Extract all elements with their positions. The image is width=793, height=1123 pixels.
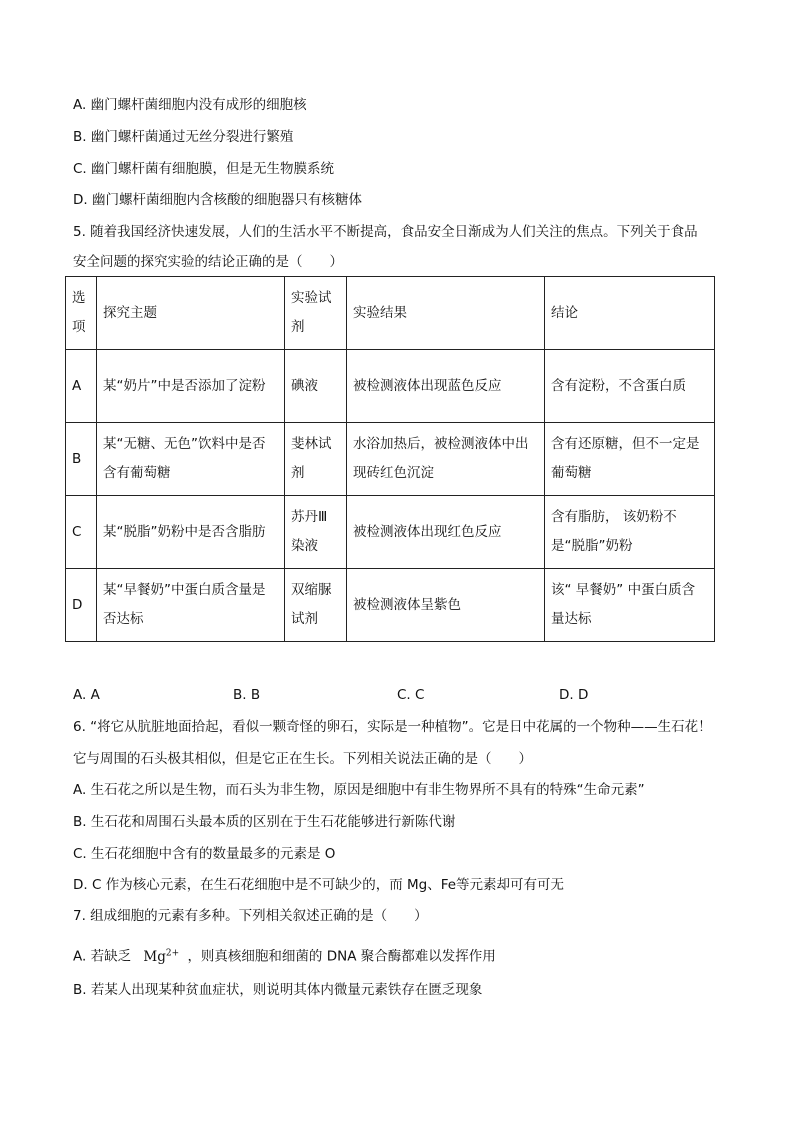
row-a-topic: 某“奶片”中是否添加了淀粉 — [97, 350, 285, 423]
table-row — [66, 423, 715, 496]
mg-formula — [143, 949, 179, 965]
q5-stem-line1: 5. 随着我国经济快速发展，人们的生活水平不断提高，食品安全日渐成为人们关注的焦点。下列关于食品 — [73, 224, 698, 240]
row-b-option: B — [66, 423, 97, 496]
table-row — [66, 569, 715, 642]
q4-option-d: D. 幽门螺杆菌细胞内含核酸的细胞器只有核糖体 — [73, 192, 362, 208]
q6-option-a: A. 生石花之所以是生物，而石头为非生物，原因是细胞中有非生物界所不具有的特殊“生命元素” — [73, 782, 645, 798]
row-b-result: 水浴加热后，被检测液体中出现砖红色沉淀 — [347, 423, 545, 496]
row-c-topic: 某“脱脂”奶粉中是否含脂肪 — [97, 496, 285, 569]
q5-stem-line2: 安全问题的探究实验的结论正确的是（ ） — [73, 254, 343, 270]
q5-option-c: C. C — [397, 687, 425, 703]
header-topic: 探究主题 — [97, 277, 285, 350]
header-reagent: 实验试剂 — [285, 277, 347, 350]
q4-option-a: A. 幽门螺杆菌细胞内没有成形的细胞核 — [73, 97, 307, 113]
q7-option-b: B. 若某人出现某种贫血症状，则说明其体内微量元素铁存在匮乏现象 — [73, 982, 483, 998]
q5-option-d: D. D — [559, 687, 589, 703]
row-b-topic: 某“无糖、无色”饮料中是否含有葡萄糖 — [97, 423, 285, 496]
q4-option-b: B. 幽门螺杆菌通过无丝分裂进行繁殖 — [73, 129, 294, 145]
row-d-result: 被检测液体呈紫色 — [347, 569, 545, 642]
row-c-option: C — [66, 496, 97, 569]
row-d-conclusion: 该“ 早餐奶” 中蛋白质含量达标 — [545, 569, 715, 642]
header-result: 实验结果 — [347, 277, 545, 350]
q6-stem-line1: 6. “将它从肮脏地面拾起，看似一颗奇怪的卵石，实际是一种植物”。它是日中花属的一个物种——生石花！ — [73, 719, 712, 735]
row-c-result: 被检测液体出现红色反应 — [347, 496, 545, 569]
row-a-result: 被检测液体出现蓝色反应 — [347, 350, 545, 423]
q5-option-a: A. A — [73, 687, 100, 703]
row-a-reagent: 碘液 — [285, 350, 347, 423]
q6-option-b: B. 生石花和周围石头最本质的区别在于生石花能够进行新陈代谢 — [73, 814, 456, 830]
table-header-row — [66, 277, 715, 350]
q5-table — [65, 276, 715, 642]
row-b-conclusion: 含有还原糖，但不一定是葡萄糖 — [545, 423, 715, 496]
row-d-topic: 某“早餐奶”中蛋白质含量是否达标 — [97, 569, 285, 642]
row-a-conclusion: 含有淀粉，不含蛋白质 — [545, 350, 715, 423]
q7-option-a — [73, 943, 496, 967]
q5-option-b: B. B — [233, 687, 261, 703]
header-option: 选项 — [66, 277, 97, 350]
table-row — [66, 350, 715, 423]
table-row — [66, 496, 715, 569]
q7-option-a-suffix: ，则真核细胞和细菌的 DNA 聚合酶都难以发挥作用 — [187, 948, 496, 965]
row-b-reagent: 斐林试剂 — [285, 423, 347, 496]
row-a-option: A — [66, 350, 97, 423]
row-d-reagent: 双缩脲试剂 — [285, 569, 347, 642]
q7-option-a-prefix: A. 若缺乏 — [73, 948, 132, 965]
q7-stem: 7. 组成细胞的元素有多种。下列相关叙述正确的是（ ） — [73, 908, 428, 924]
header-conclusion: 结论 — [545, 277, 715, 350]
q4-option-c: C. 幽门螺杆菌有细胞膜，但是无生物膜系统 — [73, 161, 335, 177]
row-d-option: D — [66, 569, 97, 642]
q6-stem-line2: 它与周围的石头极其相似，但是它正在生长。下列相关说法正确的是（ ） — [73, 751, 532, 767]
q6-option-c: C. 生石花细胞中含有的数量最多的元素是 O — [73, 846, 336, 862]
mg-charge: 2+ — [165, 948, 180, 958]
row-c-reagent: 苏丹Ⅲ染液 — [285, 496, 347, 569]
q6-option-d: D. C 作为核心元素，在生石花细胞中是不可缺少的，而 Mg、Fe等元素却可有可无 — [73, 877, 565, 893]
row-c-conclusion: 含有脂肪， 该奶粉不是“脱脂”奶粉 — [545, 496, 715, 569]
mg-element: Mg — [143, 948, 166, 965]
